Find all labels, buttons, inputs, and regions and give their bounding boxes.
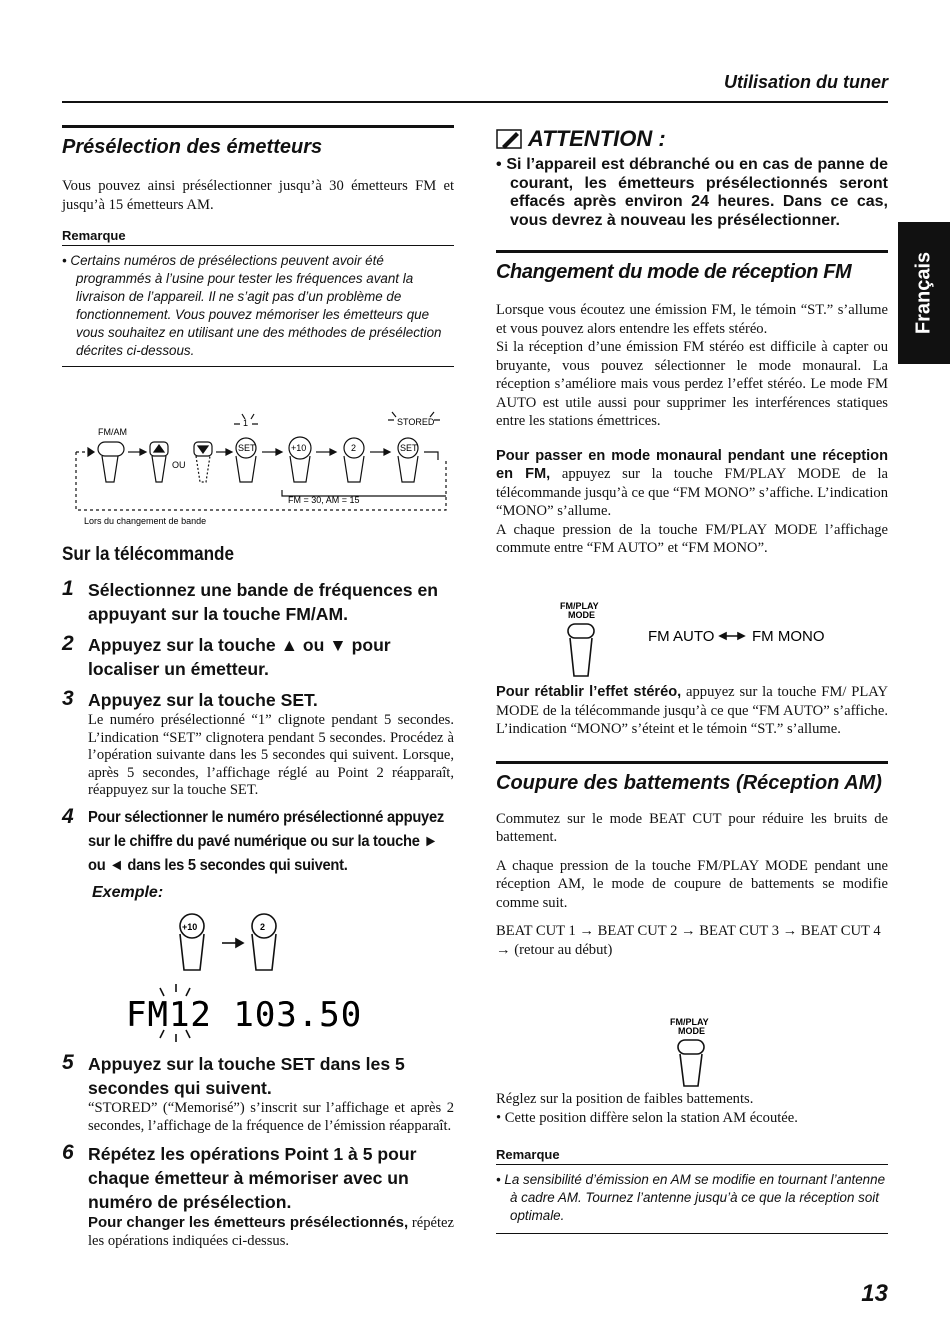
stereo-bold: Pour rétablir l’effet stéréo, xyxy=(496,684,682,700)
beat-paragraph-3: Réglez sur la position de faibles battements. xyxy=(496,1091,754,1107)
step-number: 4 xyxy=(62,804,74,828)
example-figure xyxy=(120,912,380,1047)
beat-paragraph-2: A chaque pression de la touche FM/PLAY MODE pendant une réception AM, le mode de coupure de battements se modifie comme suit. xyxy=(496,857,888,911)
remarque-label: Remarque xyxy=(496,1147,560,1162)
down-arrow-icon xyxy=(198,446,208,453)
stored-label: STORED xyxy=(397,417,435,427)
remarque-label: Remarque xyxy=(62,228,126,243)
section-title-beat-cut: Coupure des battements (Réception AM) xyxy=(496,771,882,794)
header-title: Utilisation du tuner xyxy=(724,72,888,92)
step-number: 2 xyxy=(62,632,74,655)
fmam-button-shape xyxy=(98,442,124,456)
two-label: 2 xyxy=(351,443,357,453)
fmplay-label-2: MODE xyxy=(568,610,595,620)
fmplay-figure-2 xyxy=(666,1016,726,1088)
fmam-label: FM/AM xyxy=(98,427,127,437)
mono-text: appuyez sur la touche FM/PLAY MODE de la télécommande jusqu’à ce que “FM MONO” s’affiche. L’indication “MONO” s’allume. xyxy=(496,466,888,519)
attention-title: ATTENTION : xyxy=(528,126,666,151)
pencil-icon xyxy=(496,128,524,150)
remarque-rule-bottom xyxy=(62,366,454,367)
step-title: Répétez les opérations Point 1 à 5 pour chaque émetteur à mémoriser avec un numéro de présélection. xyxy=(88,1144,417,1212)
step-number: 6 xyxy=(62,1141,74,1164)
step-body: Le numéro présélectionné “1” clignote pendant 5 secondes. L’indication “SET” clignotera pendant 5 secondes. Procédez à l’opération suivante dans les 5 secondes qui suivent. Lorsque, après 5 secondes, l’affichage réglé au Point 2 réapparaît, réappuyez sur la touche SET. xyxy=(88,712,454,798)
language-tab-label: Français xyxy=(912,251,935,335)
step-number: 5 xyxy=(62,1051,74,1074)
loop-line xyxy=(76,452,446,510)
remarque-rule-bottom xyxy=(496,1233,888,1234)
example-btn1-label: +10 xyxy=(182,922,198,932)
section-rule xyxy=(62,125,454,128)
ou-label: OU xyxy=(172,460,186,470)
up-arrow-icon xyxy=(154,445,164,452)
remote-heading: Sur la télécommande xyxy=(62,544,235,565)
fmplay-label-1: FM/PLAY xyxy=(560,601,599,611)
page-number: 13 xyxy=(861,1280,888,1307)
preset-diagram xyxy=(62,404,454,528)
attention-header xyxy=(496,126,888,152)
step-body-bold: Pour changer les émetteurs présélectionnés, xyxy=(88,1214,409,1231)
attention-text: • Si l’appareil est débranché ou en cas de panne de courant, les émetteurs présélectionnés seront effacés après environ 24 heures. Dans ce cas, vous devrez à nouveau les présélectionner. xyxy=(496,156,888,229)
remarque-rule xyxy=(496,1164,888,1165)
step-title: Appuyez sur la touche SET. xyxy=(88,690,318,710)
left-column xyxy=(62,125,454,367)
fm-paragraph-1: Lorsque vous écoutez une émission FM, le témoin “ST.” s’allume et vous pouvez alors entendre les effets stéréo. xyxy=(496,302,888,337)
section-rule xyxy=(496,250,888,253)
beat-paragraph-1: Commutez sur le mode BEAT CUT pour réduire les bruits de battement. xyxy=(496,810,888,845)
steps-5-6 xyxy=(62,1052,454,1250)
beat-paragraph-4: • Cette position diffère selon la station AM écoutée. xyxy=(496,1109,798,1126)
example-label: Exemple: xyxy=(92,883,164,901)
step-number: 3 xyxy=(62,687,74,710)
section-rule xyxy=(496,761,888,764)
intro-text: Vous pouvez ainsi présélectionner jusqu’à 30 émetteurs FM et jusqu’à 15 émetteurs AM. xyxy=(62,178,454,213)
lcd-display: FM12 103.50 xyxy=(126,995,363,1035)
section-title-preselection: Présélection des émetteurs xyxy=(62,136,323,158)
step-6 xyxy=(62,1142,454,1250)
step-1 xyxy=(62,578,454,626)
remarque-text: • La sensibilité d’émission en AM se modifie en tournant l’antenne à cadre AM. Tournez l’antenne jusqu’à ce que la réception soit optimale. xyxy=(496,1172,886,1223)
beat-end-block xyxy=(496,1090,888,1234)
stereo-block xyxy=(496,683,888,959)
set-label-2: SET xyxy=(400,443,418,453)
mono-text-2: A chaque pression de la touche FM/PLAY MODE l’affichage commute entre “FM AUTO” et “FM MONO”. xyxy=(496,521,888,556)
stereo-text: appuyez sur la touche FM/ PLAY MODE de la télécommande jusqu’à ce que “FM AUTO” s’affiche. L’indication “MONO” s’éteint et le témoin “ST.” s’allume. xyxy=(496,684,888,737)
step-number: 1 xyxy=(62,577,74,600)
remote-section xyxy=(62,544,454,902)
step-2 xyxy=(62,633,454,681)
step-title: Appuyez sur la touche SET dans les 5 secondes qui suivent. xyxy=(88,1054,405,1098)
section-title-fm-mode: Changement du mode de réception FM xyxy=(496,261,852,283)
fm-paragraph-2: Si la réception d’une émission FM stéréo est difficile à capter ou bruyante, vous pouvez sélectionner le mode monaural. La réception s’améliore mais vous perdez l’effet stéréo. Le mode FM AUTO est utile aussi pour supprimer les interférences statiques entre les stations émettrices. xyxy=(496,339,888,429)
beat-sequence: BEAT CUT 1 → BEAT CUT 2 → BEAT CUT 3 → BEAT CUT 4 → (retour au début) xyxy=(496,923,881,958)
fm-auto-label: FM AUTO xyxy=(648,628,715,645)
set-label-1: SET xyxy=(238,443,256,453)
language-tab xyxy=(898,222,950,364)
remarque-box-right xyxy=(496,1147,888,1234)
step-3 xyxy=(62,688,454,800)
num1-label: 1 xyxy=(243,418,249,428)
right-column xyxy=(496,126,888,558)
step-title: Appuyez sur la touche ▲ ou ▼ pour localiser un émetteur. xyxy=(88,635,391,679)
step-title: Sélectionnez une bande de fréquences en appuyant sur la touche FM/AM. xyxy=(88,580,439,624)
range-label: FM = 30, AM = 15 xyxy=(288,495,360,505)
band-change-label: Lors du changement de bande xyxy=(84,516,207,526)
fm-mono-label: FM MONO xyxy=(752,628,825,645)
step-body: répétez les opérations indiquées ci-dessus. xyxy=(88,1215,454,1249)
remarque-box xyxy=(62,228,454,367)
fmplay-label-1: FM/PLAY xyxy=(670,1017,709,1027)
remarque-rule xyxy=(62,245,454,246)
step-4 xyxy=(62,806,454,878)
header-rule xyxy=(62,101,888,103)
step-body: “STORED” (“Memorisé”) s’inscrit sur l’affichage et après 2 secondes, l’affichage de la fréquence de l’émission réapparaît. xyxy=(88,1100,454,1134)
plus10-label: +10 xyxy=(291,443,307,453)
mono-bold: Pour passer en mode monaural pendant une réception en FM, xyxy=(496,447,888,482)
step-title: Pour sélectionner le numéro présélectionné appuyez sur le chiffre du pavé numérique ou sur la touche ► ou ◄ dans les 5 secondes qui suivent. xyxy=(88,808,444,874)
fmplay-label-2: MODE xyxy=(678,1026,705,1036)
step-5 xyxy=(62,1052,454,1135)
remarque-text: • Certains numéros de présélections peuvent avoir été programmés à l’usine pour tester les fréquences avant la livraison de l’appareil. Il ne s’agit pas d’un problème de fonctionnement. Vous pouvez mémoriser les émetteurs que vous souhaitez en utilisant une des méthodes de présélection décrites ci-dessous. xyxy=(62,253,442,358)
fmplay-figure-1 xyxy=(556,600,846,682)
example-btn2-label: 2 xyxy=(260,922,266,932)
